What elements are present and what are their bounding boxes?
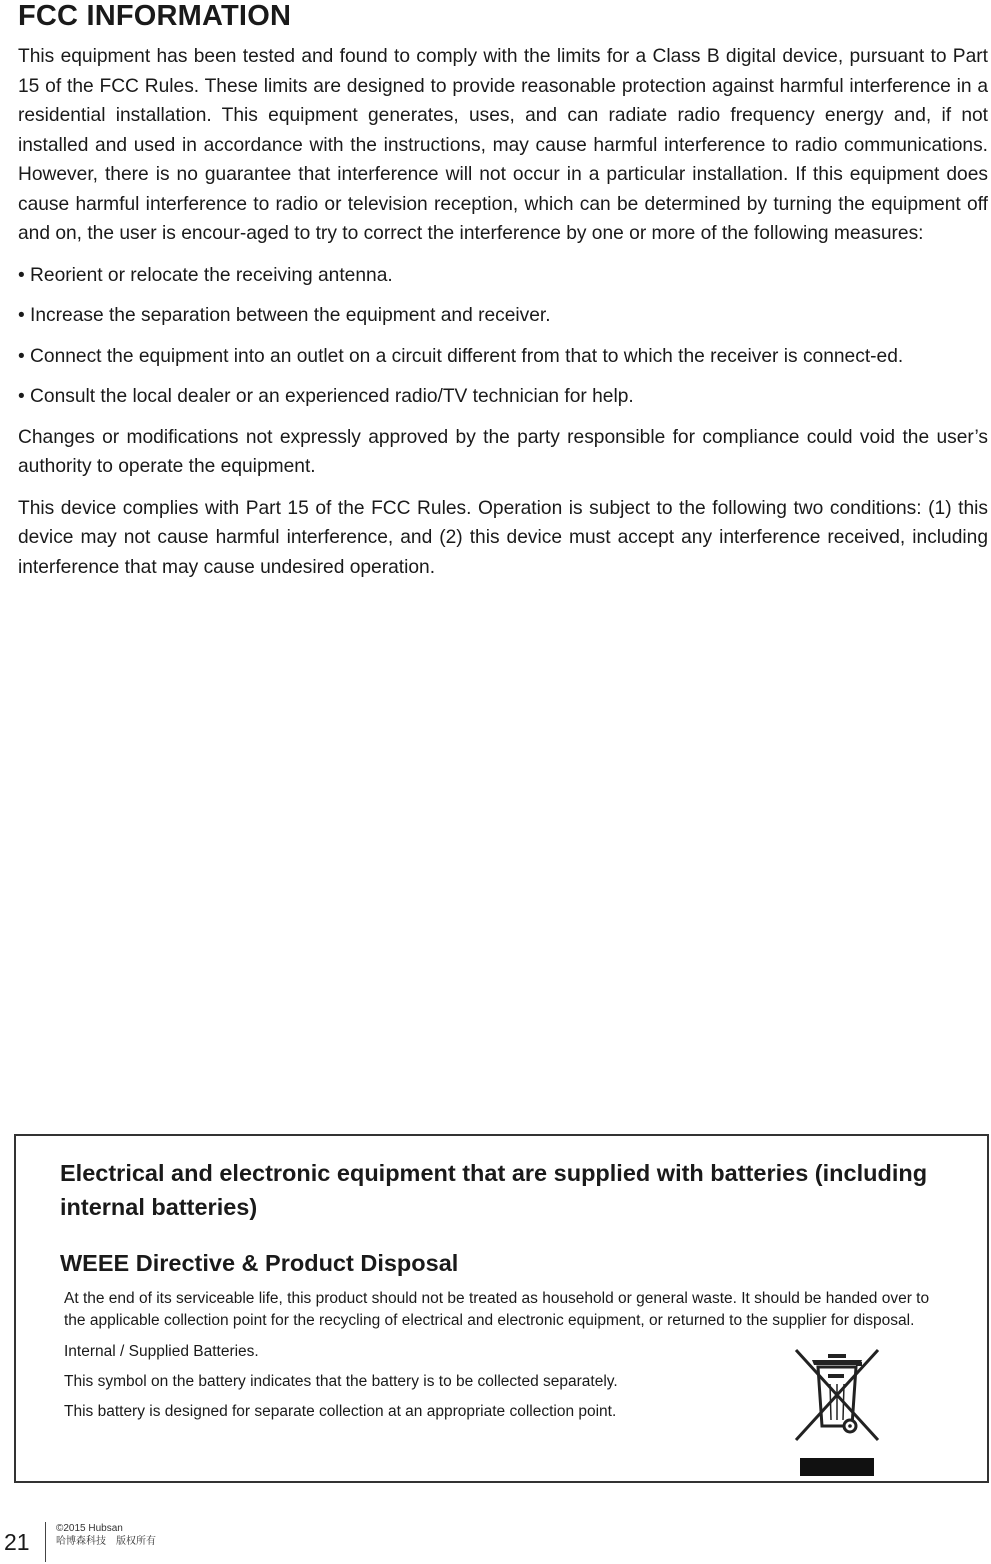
fcc-intro-paragraph: This equipment has been tested and found to comply with the limits for a Class B digital device, pursuant to Part 15 of the FCC Rules. These limits are designed to provide reasonable protection against harmful interference in a residential installation. This equipment generates, uses, and can radiate radio frequency energy and, if not installed and used in accordance with the instructions, may cause harmful interference to radio communications. However, there is no guarantee that interference will not occur in a particular installation. If this equipment does cause harmful interference to radio or television reception, which can be determined by turning the equipment off and on, the user is encour-aged to try to correct the interference by one or more of the following measures: [18, 46, 988, 244]
measure-item-separation: • Increase the separation between the equipment and receiver. [18, 305, 551, 326]
weee-subheading: WEEE Directive & Product Disposal [60, 1250, 459, 1276]
weee-symbol-text: This symbol on the battery indicates that the battery is to be collected separately. [64, 1373, 618, 1390]
weee-heading: Electrical and electronic equipment that are supplied with batteries (including internal batteries) [60, 1160, 928, 1220]
page-footer [0, 1518, 991, 1564]
copyright-text: ©2015 Hubsan [56, 1523, 123, 1534]
fcc-information-section [18, 42, 988, 594]
fcc-changes-paragraph: Changes or modifications not expressly approved by the party responsible for compliance could void the user’s authority to operate the equipment. [18, 426, 988, 477]
footer-divider [45, 1522, 46, 1562]
fcc-compliance-paragraph: This device complies with Part 15 of the FCC Rules. Operation is subject to the following two conditions: (1) this device may not cause harmful interference, and (2) this device must accept any interference received, including interference that may cause undesired operation. [18, 497, 988, 578]
crossed-out-wheelie-bin-icon [790, 1342, 884, 1476]
weee-collection-text: This battery is designed for separate collection at an appropriate collection point. [64, 1403, 617, 1420]
measure-item-reorient: • Reorient or relocate the receiving antenna. [18, 264, 393, 286]
weee-disposal-text: At the end of its serviceable life, this product should not be treated as household or general waste. It should be handed over to the applicable collection point for the recycling of electrical and electronic equipment, or returned to the supplier for disposal. [64, 1290, 930, 1329]
weee-batteries-label: Internal / Supplied Batteries. [64, 1343, 259, 1360]
page-number: 21 [4, 1529, 30, 1555]
company-name-cn: 哈博森科技 版权所有 [56, 1536, 156, 1547]
measure-item-consult: • Consult the local dealer or an experienced radio/TV technician for help. [18, 386, 634, 407]
page-title: FCC INFORMATION [18, 0, 292, 32]
weee-notice-box [14, 1134, 989, 1483]
measure-item-outlet: • Connect the equipment into an outlet on a circuit different from that to which the receiver is connect-ed. [18, 345, 904, 367]
copyright-notice [56, 1522, 156, 1548]
